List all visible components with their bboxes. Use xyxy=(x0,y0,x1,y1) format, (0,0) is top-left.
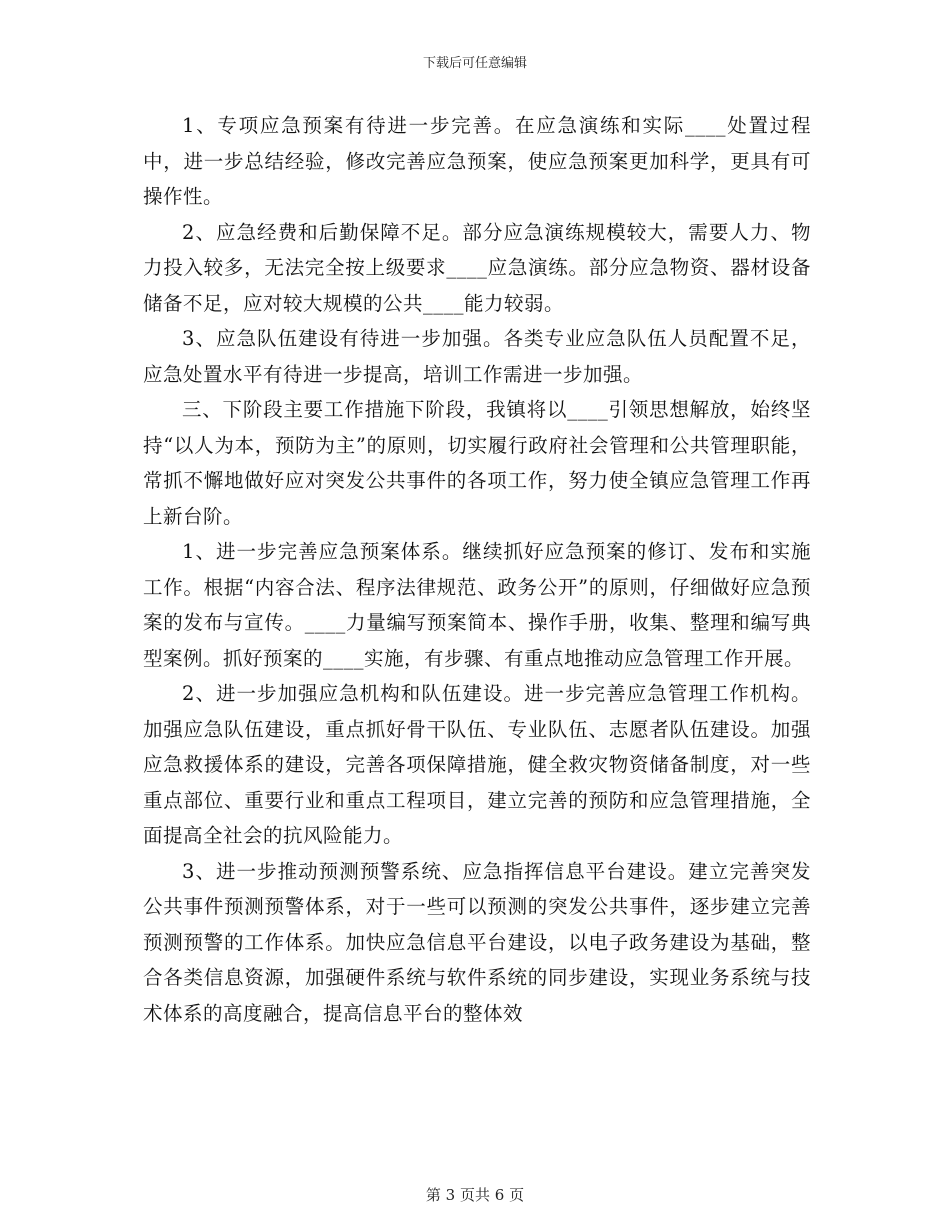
paragraph-team-building: 3、应急队伍建设有待进一步加强。各类专业应急队伍人员配置不足，应急处置水平有待进一步提高，培训工作需进一步加强。 xyxy=(143,327,811,386)
page-header: 下载后可任意编辑 xyxy=(422,56,527,71)
paragraph-plan-improvement: 1、专项应急预案有待进一步完善。在应急演练和实际____处置过程中，进一步总结经验，修改完善应急预案，使应急预案更加科学，更具有可操作性。 xyxy=(143,114,811,208)
paragraph-warning-platform: 3、进一步推动预测预警系统、应急指挥信息平台建设。建立完善突发公共事件预测预警体系，对于一些可以预测的突发公共事件，逐步建立完善预测预警的工作体系。加快应急信息平台建设，以电子政务建设为基础，整合各类信息资源，加强硬件系统与软件系统的同步建设，实现业务系统与技术体系的高度融合，提高信息平台的整体效 xyxy=(143,859,811,1025)
page-number: 第 3 页共 6 页 xyxy=(425,1186,525,1204)
paragraph-funding-logistics: 2、应急经费和后勤保障不足。部分应急演练规模较大，需要人力、物力投入较多，无法完全按上级要求____应急演练。部分应急物资、器材设备储备不足，应对较大规模的公共____能力较弱。 xyxy=(143,220,811,315)
paragraph-agency-team: 2、进一步加强应急机构和队伍建设。进一步完善应急管理工作机构。加强应急队伍建设，重点抓好骨干队伍、专业队伍、志愿者队伍建设。加强应急救援体系的建设，完善各项保障措施，健全救灾物资储备制度，对一些重点部位、重要行业和重点工程项目，建立完善的预防和应急管理措施，全面提高全社会的抗风险能力。 xyxy=(143,682,811,847)
paragraph-plan-system: 1、进一步完善应急预案体系。继续抓好应急预案的修订、发布和实施工作。根据“内容合法、程序法律规范、政务公开”的原则，仔细做好应急预案的发布与宣传。____力量编写预案简本、操作手册，收集、整理和编写典型案例。抓好预案的____实施，有步骤、有重点地推动应急管理工作开展。 xyxy=(143,540,811,670)
paragraph-next-stage-measures: 三、下阶段主要工作措施下阶段，我镇将以____引领思想解放，始终坚持“以人为本，预防为主”的原则，切实履行政府社会管理和公共管理职能，常抓不懈地做好应对突发公共事件的各项工作，努力使全镇应急管理工作再上新台阶。 xyxy=(143,398,811,528)
document-body xyxy=(143,108,811,1031)
